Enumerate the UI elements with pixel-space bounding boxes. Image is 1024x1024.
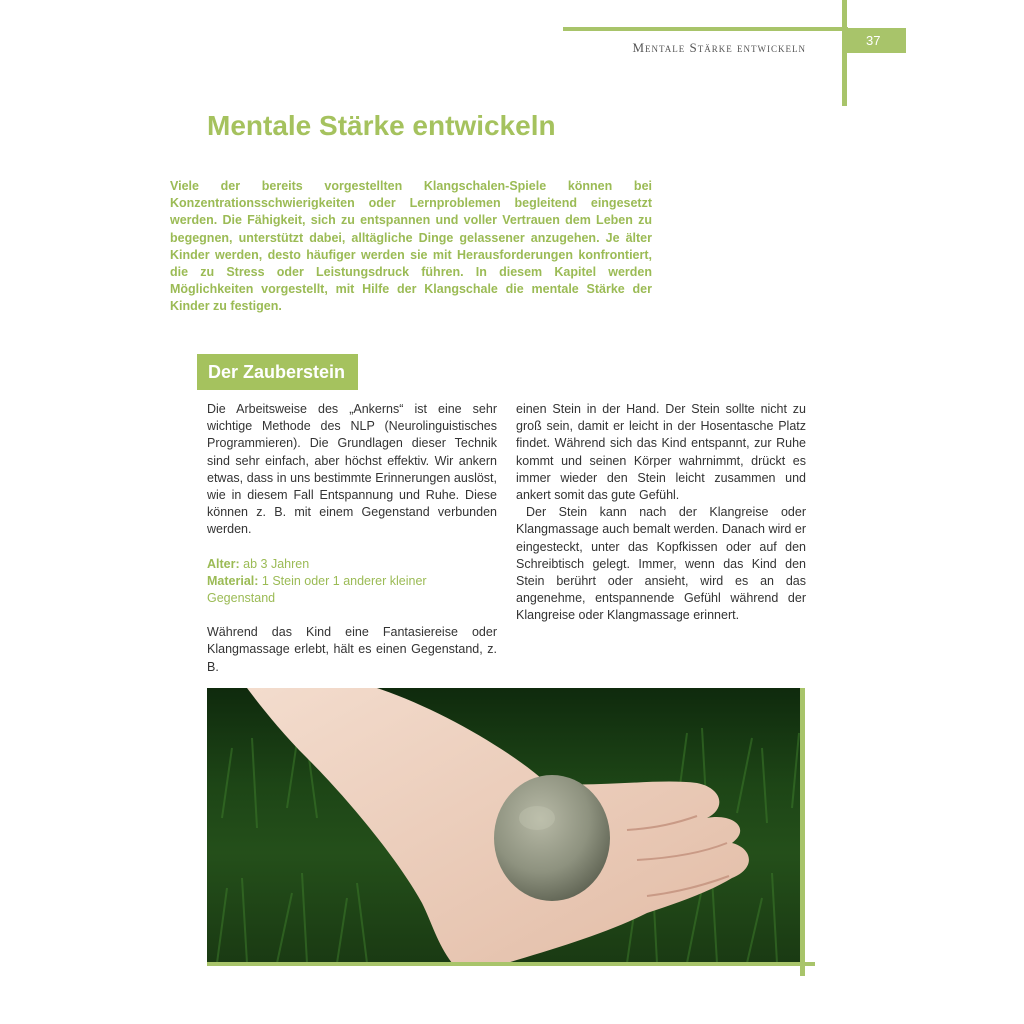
activity-meta (207, 556, 497, 608)
body-paragraph: Der Stein kann nach der Klangreise oder Klangmassage auch bemalt werden. Danach wird er eingesteckt, unter das Kopfkissen oder auf den Schreibtisch gelegt. Immer, wenn das Kind den Stein berührt oder ansieht, wird es an das angenehme, entspannende Gefühl während der Klangreise oder Klangmassage erinnert. (516, 505, 806, 623)
material-label: Material: (207, 573, 259, 588)
body-paragraph: einen Stein in der Hand. Der Stein sollte nicht zu groß sein, damit er leicht in der Hosentasche Platz findet. Während sich das Kind entspannt, zur Ruhe kommt und seinen Körper wahrnimmt, drückt es immer wieder den Stein leicht zusammen und ankert somit das gute Gefühl. (516, 402, 806, 503)
header-rule-vertical (842, 0, 847, 106)
photo-hand-with-stone (207, 688, 802, 963)
stone-icon (494, 775, 610, 901)
body-paragraph: Während das Kind eine Fantasiereise oder Klangmassage erlebt, hält es einen Gegenstand, z. B. (207, 625, 497, 674)
material-value: 1 Stein oder 1 anderer kleiner Gegenstand (207, 573, 427, 606)
chapter-intro: Viele der bereits vorgestellten Klangschalen-Spiele können bei Konzentrationsschwierigkeiten oder Lernproblemen begleitend eingesetzt werden. Die Fähigkeit, sich zu entspannen und voller Vertrauen dem Leben zu begegnen, unterstützt dabei, alltägliche Dinge gelassener anzugehen. Je älter Kinder werden, desto häufiger werden sie mit Herausforderungen konfrontiert, die zu Stress oder Leistungsdruck führen. In diesem Kapitel werden Möglichkeiten vorgestellt, mit Hilfe der Klangschale die mentale Stärke der Kinder zu festigen. (170, 179, 652, 314)
body-paragraph: Die Arbeitsweise des „Ankerns“ ist eine sehr wichtige Methode des NLP (Neurolinguistisches Programmieren). Die Grundlagen dieser Technik sind sehr einfach, aber höchst effektiv. Wir ankern etwas, dass in uns bestimmte Erinnerungen auslöst, wie in diesem Fall Entspannung und Ruhe. Diese können z. B. mit einem Gegenstand verbunden werden. (207, 402, 497, 537)
text-column-right (516, 401, 806, 625)
photo-rule-vertical (800, 688, 805, 976)
header-rule-horizontal (563, 27, 848, 31)
age-value: ab 3 Jahren (243, 556, 310, 571)
age-label: Alter: (207, 556, 240, 571)
page-number: 37 (847, 28, 906, 53)
chapter-title: Mentale Stärke entwickeln (207, 110, 556, 141)
text-column-left (207, 401, 497, 676)
photo-rule-horizontal (207, 962, 815, 966)
photo-illustration (207, 688, 802, 963)
section-heading: Der Zauberstein (197, 354, 358, 390)
running-header-title: Mentale Stärke entwickeln (632, 40, 806, 55)
